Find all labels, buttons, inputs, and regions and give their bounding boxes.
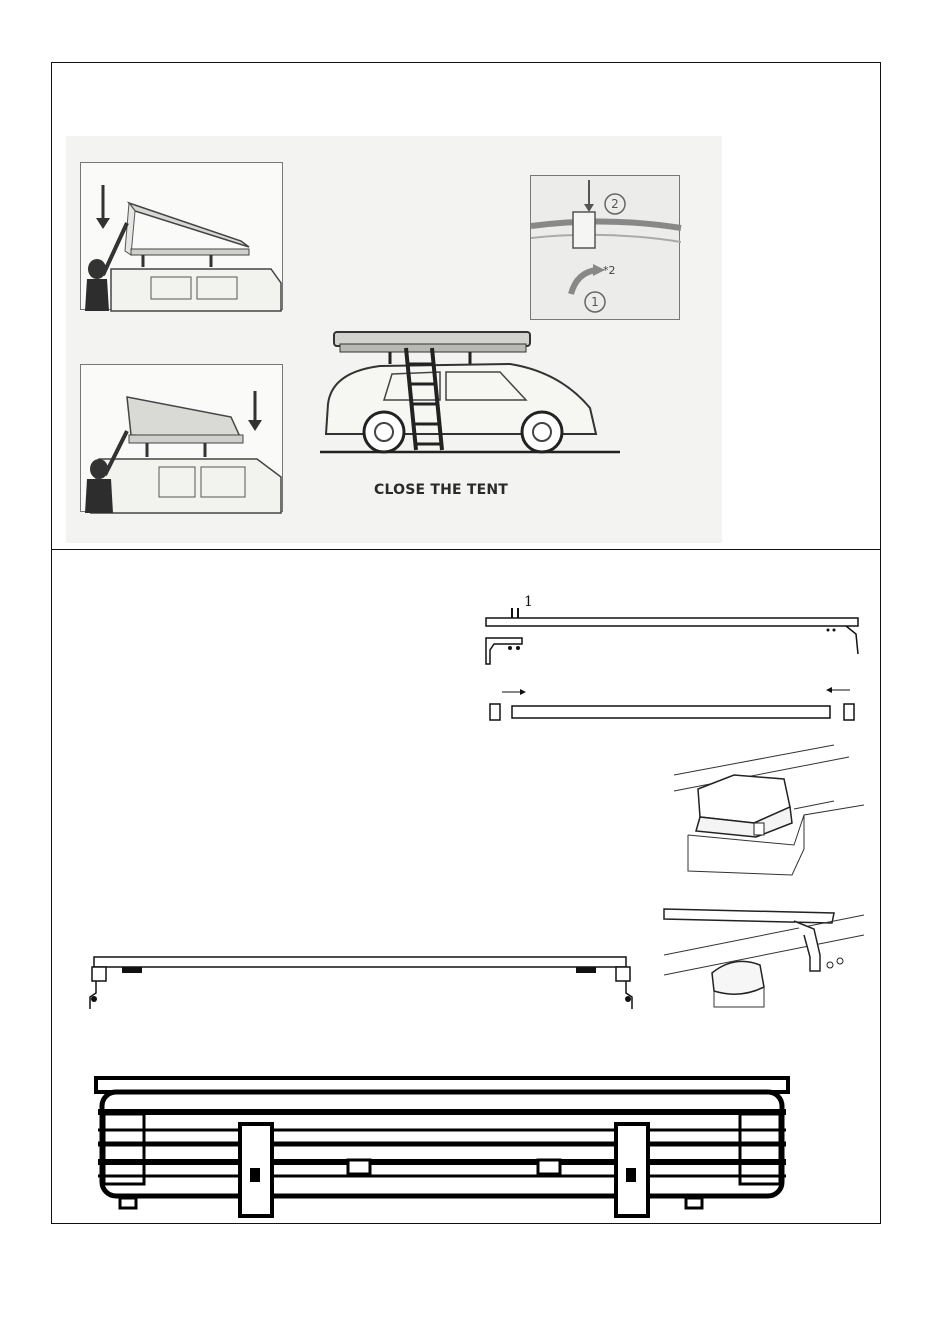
rail-end-caps-drawing [486, 684, 866, 724]
car-body [111, 269, 281, 311]
latch-right [538, 1160, 560, 1174]
crossbar-foot-right [626, 981, 632, 1009]
close-tent-caption: CLOSE THE TENT [374, 482, 509, 498]
tent-shell [129, 203, 249, 247]
crossbar [94, 957, 626, 967]
tent-base-top-view [92, 1072, 792, 1222]
end-cap-right [844, 704, 854, 720]
front-wheel [364, 412, 404, 452]
section-divider [51, 549, 881, 550]
foot-cap-drawing [674, 745, 864, 875]
rail-tube [512, 706, 830, 718]
roof-rail [486, 618, 858, 626]
rear-wheel [522, 412, 562, 452]
rail-step-label: 1 [524, 594, 533, 610]
mounted-rail [664, 909, 834, 923]
bracket-mount-drawing [664, 895, 864, 1015]
person-figure [90, 459, 108, 479]
latch-detail-panel [530, 175, 680, 320]
pull-down-drawing-top [81, 163, 284, 311]
crossbar-side-drawing [86, 953, 636, 1013]
latch-step-1: 1 [591, 295, 599, 309]
pull-down-panel-bottom [80, 364, 283, 512]
latch-step-2: 2 [611, 197, 619, 211]
closed-tent-car-drawing [320, 328, 620, 458]
latch-buckle [573, 212, 595, 248]
tent-shell [127, 397, 241, 439]
pull-down-panel-top [80, 162, 283, 310]
pull-down-drawing-bottom [81, 365, 284, 513]
rail-bracket-drawing [472, 590, 852, 660]
latch-drawing [531, 176, 681, 321]
foot-cap [712, 961, 764, 994]
end-cap-left [490, 704, 500, 720]
person-figure [88, 259, 106, 279]
crossbar-foot-left [90, 981, 96, 1009]
latch-left [348, 1160, 370, 1174]
latch-hint: *2 [603, 264, 616, 277]
